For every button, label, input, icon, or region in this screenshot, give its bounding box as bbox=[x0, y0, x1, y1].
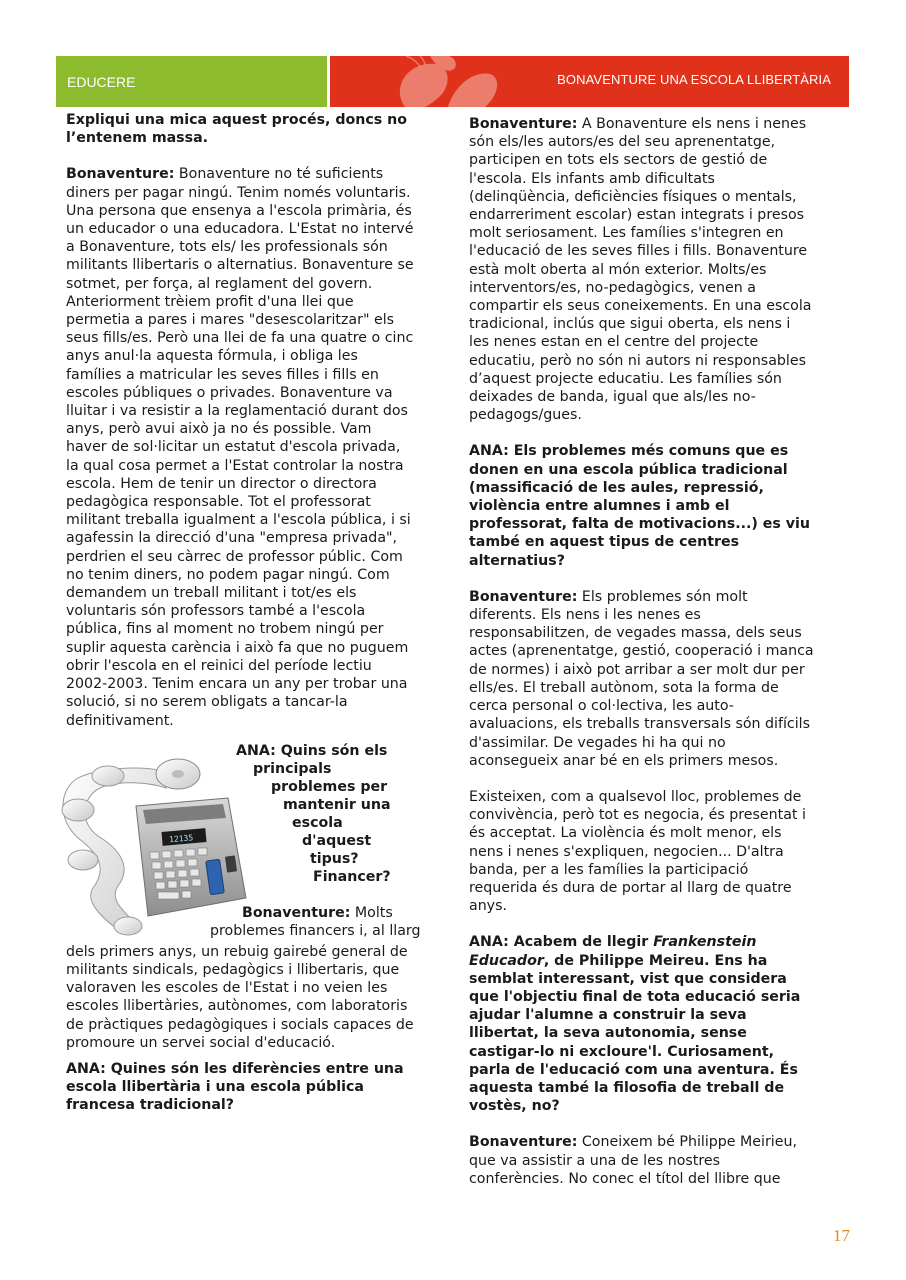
speaker-label: Bonaventure: bbox=[469, 1134, 578, 1151]
answer-text: Bonaventure no té suficients diners per pagar ningú. Tenim només voluntaris. Una persona que ensenya a l'escola primària, és un educador o una educadora. L'Estat no intervé a Bonaventure, tots els/ les professionals són militants llibertaris o alternatius. Bonaventure se sotmet, per força, al reglament del govern. Anteriorment trèiem profit d'una llei que permetia a pares i mares "desescolaritzar" els seus fills/es. Però una llei de fa una quatre o cinc anys anul·la aquesta fórmula, i obliga les famílies a matricular les seves filles i fills en escoles públiques o privades. Bonaventure va lluitar i va resistir a la reglamentació durant dos anys, però avui això ja no és possible. Vam haver de sol·licitar un estatut d'escola privada, la qual cosa permet a l'Estat controlar la nostra escola. Hem de tenir un director o directora pedagògica responsable. Tot el professorat militant treballa igualment a l'escola pública, i si agafessin la direcció d'una "empresa privada", perdrien el seu càrrec de professor públic. Com no tenim diners, no podem pagar ningú. Com demandem un treball militant i tot/es els voluntaris són professors també a l'escola pública, fins al moment no trobem ningú per suplir aquesta carència i això fa que no puguem obrir l'escola en el reinici del període lectiu 2002-2003. Tenim encara un any per trobar una solució, si no serem obligats a tancar-la definitivament. bbox=[66, 166, 414, 729]
calculator-icon bbox=[38, 748, 248, 938]
speaker-label: Bonaventure: bbox=[242, 904, 351, 921]
header-banner bbox=[330, 56, 849, 107]
answer-4-continued: Existeixen, com a qualsevol lloc, problemes de convivència, però tot es negocia, és presentat i és acceptat. La violència és molt menor, els nens i nenes s'expliquen, negocien... D'altra banda, per a les famílies la participació requerida és dura de portar al llarg de quatre anys. bbox=[469, 788, 806, 915]
question-2-line: Financer? bbox=[313, 868, 391, 885]
left-column bbox=[66, 111, 421, 1133]
page-number: 17 bbox=[833, 1226, 850, 1245]
question-5 bbox=[469, 933, 814, 1115]
question-2-line: escola bbox=[292, 814, 343, 831]
question-2-line: problemes per bbox=[271, 778, 388, 795]
calculator-display: 12135 bbox=[168, 832, 194, 844]
book-title: Frankenstein Educador bbox=[469, 934, 757, 969]
question-2-line: ANA: Quins són els bbox=[236, 742, 388, 759]
answer-1 bbox=[66, 165, 416, 729]
answer-5 bbox=[469, 1133, 814, 1188]
answer-text: Els problemes són molt diferents. Els nens i les nenes es responsabilitzen, de vegades massa, dels seus actes (aprenentatge, gestió, cooperació i manca de normes) i això pot arribar a ser molt dur per ells/es. El treball autònom, sota la forma de cerca personal o col·lectiva, les auto-avaluacions, els treballs transversals són difícils d'assimilar. De vegades hi ha qui no aconsegueix anar bé en els primers mesos. bbox=[469, 588, 814, 769]
question-text: , de Philippe Meireu. Ens ha semblat interessant, vist que considera que l'objectiu final de tota educació seria ajudar l'alumne a construir la seva llibertat, la seva autonomia, sense castigar-lo ni excloure'l. Curiosament, parla de l'educació com una aventura. És aquesta també la filosofia de treball de vostès, no? bbox=[469, 952, 801, 1115]
question-text: ANA: Acabem de llegir bbox=[469, 934, 654, 951]
question-2-line: tipus? bbox=[310, 850, 359, 867]
header-title: BONAVENTURE UNA ESCOLA LLIBERTÀRIA bbox=[557, 72, 831, 87]
question-2-line: d'aquest bbox=[302, 832, 372, 849]
answer-text: Coneixem bé Philippe Meirieu, que va assistir a una de les nostres conferències. No conec el títol del llibre que bbox=[469, 1134, 797, 1187]
question-4: ANA: Els problemes més comuns que es donen en una escola pública tradicional (massificació de les aules, repressió, violència entre alumnes i amb el professorat, falta de motivacions...) es viu també en aquest tipus de centres alternatius? bbox=[469, 443, 811, 569]
answer-text: Molts bbox=[350, 904, 393, 921]
calculator-illustration-block bbox=[66, 742, 421, 939]
answer-4 bbox=[469, 588, 814, 770]
question-1: Expliqui una mica aquest procés, doncs no l’entenem massa. bbox=[66, 112, 408, 147]
answer-text: A Bonaventure els nens i nenes són els/les autors/es del seu aprenentatge, participen en tots els sectors de gestió de l'escola. Els infants amb dificultats (delinqüència, deficiències físiques o mentals, endarreriment escolar) estan integrats i presos molt seriosament. Les famílies s'integren en l'educació de les seves filles i fills. Bonaventure està molt oberta al món exterior. Molts/es interventors/es, no-pedagògics, venen a compartir els seus coneixements. En una escola tradicional, inclús que sigui oberta, els nens i les nenes estan en el centre del projecte educatiu, però no són ni autors ni responsables d’aquest projecte educatiu. Les famílies són deixades de banda, igual que als/les no-pedagogs/gues. bbox=[469, 116, 812, 424]
answer-2-first-line bbox=[242, 904, 393, 922]
answer-2-second-line: problemes financers i, al llarg bbox=[210, 922, 421, 939]
speaker-label: Bonaventure: bbox=[469, 116, 578, 132]
section-label: EDUCERE bbox=[56, 56, 327, 107]
question-3: ANA: Quines són les diferències entre una escola llibertària i una escola pública francesa tradicional? bbox=[66, 1060, 404, 1114]
question-2-line: mantenir una bbox=[283, 796, 391, 813]
speaker-label: Bonaventure: bbox=[469, 588, 578, 605]
right-column bbox=[469, 115, 814, 1206]
speaker-label: Bonaventure: bbox=[66, 166, 175, 183]
question-2-line: principals bbox=[253, 760, 332, 777]
answer-2: dels primers anys, un rebuig gairebé general de militants sindicals, pedagògics i llibertaris, que valoraven les escoles de l'Estat i no veien les escoles llibertàries, autònomes, com laboratoris de pràctiques pedagògiques i socials capaces de promoure un servei social d'educació. bbox=[66, 943, 414, 1051]
answer-3 bbox=[469, 115, 814, 424]
